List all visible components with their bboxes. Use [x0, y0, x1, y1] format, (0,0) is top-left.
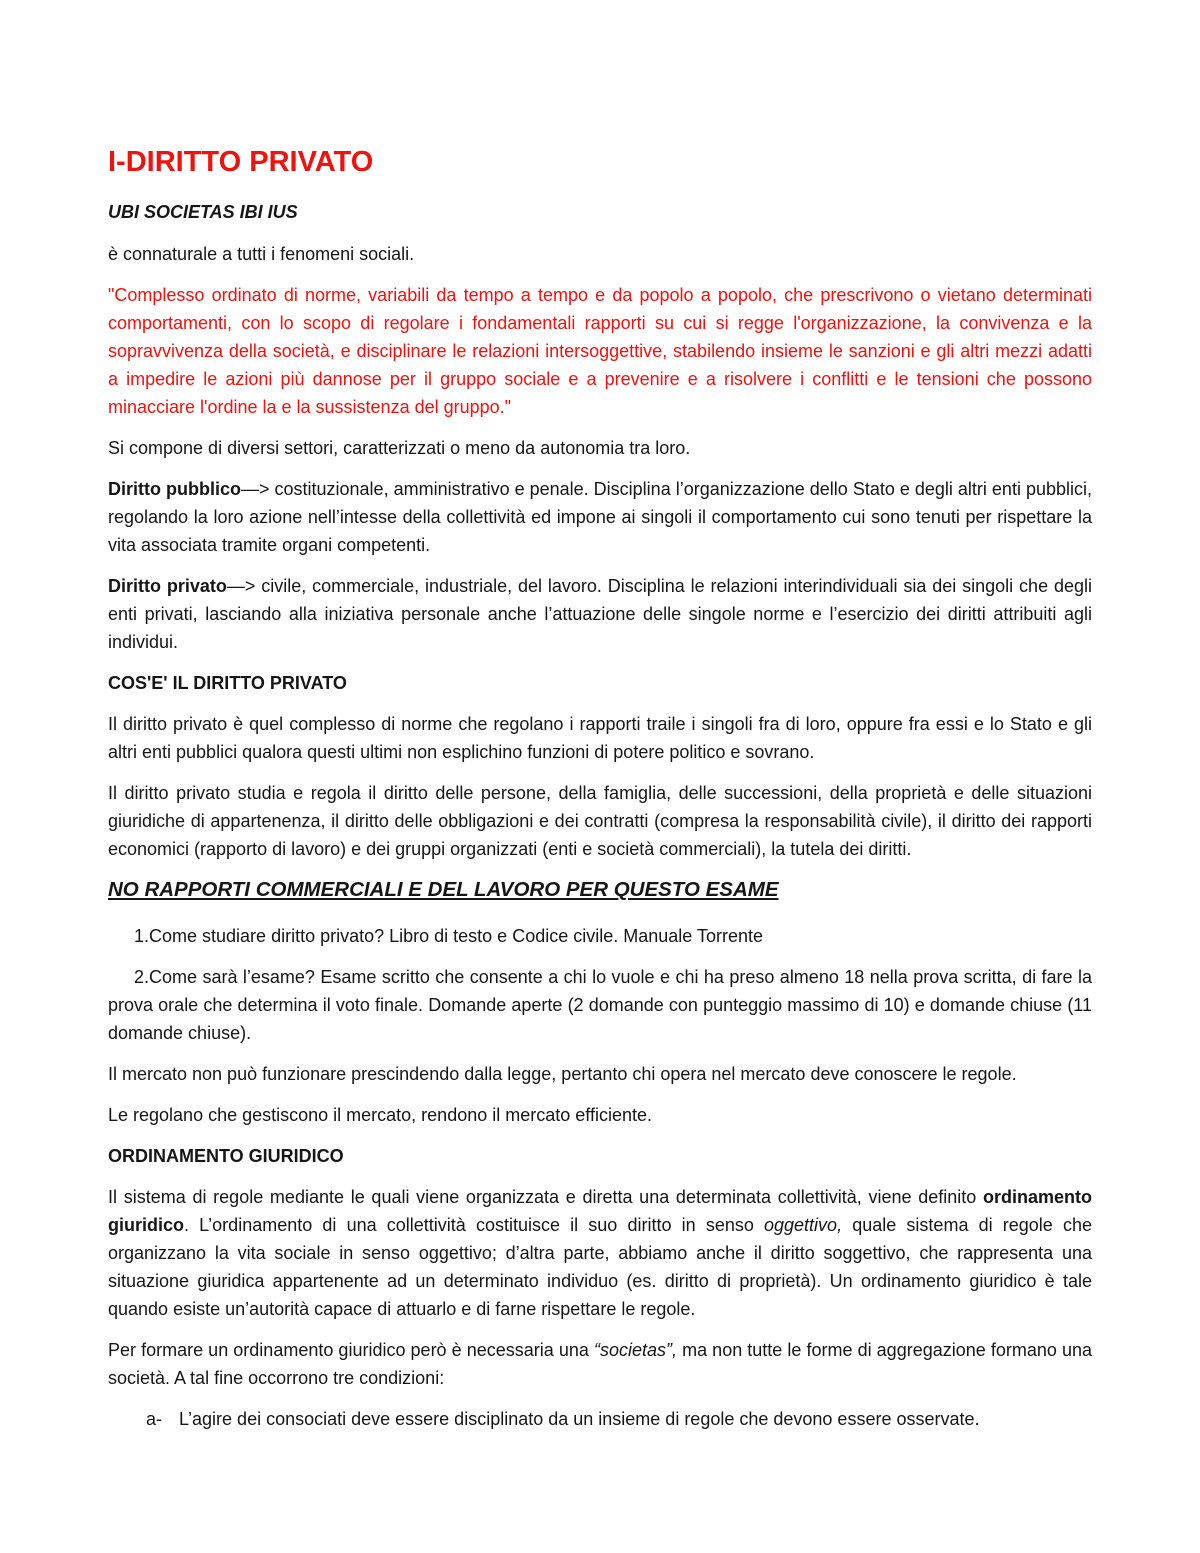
societas-part1: Per formare un ordinamento giuridico però è necessaria una — [108, 1340, 594, 1360]
heading-no-rapporti: NO RAPPORTI COMMERCIALI E DEL LAVORO PER QUESTO ESAME — [108, 878, 779, 901]
ordinamento-italic: oggettivo, — [764, 1215, 843, 1235]
settori-line: Si compone di diversi settori, caratterizzati o meno da autonomia tra loro. — [108, 438, 691, 458]
ordinamento-part3: quale sistema di regole che organizzano la vita sociale in senso oggettivo; d’altra parte, abbiamo anche il diritto soggettivo, che rappresenta una situazione giuridica appartenente ad un determinato individuo (es. diritto di proprietà). Un ordinamento giuridico è tale quando esiste un’autorità capace di attuarlo e di farne rispettare le regole. — [108, 1215, 1092, 1319]
ordinamento-paragraph — [108, 1183, 1092, 1323]
numbered-item-1: 1.Come studiare diritto privato? Libro di testo e Codice civile. Manuale Torrente — [134, 926, 763, 946]
societas-italic: “societas”, — [593, 1340, 678, 1360]
item-a-marker: a- — [146, 1409, 163, 1429]
societas-part2: ma non tutte le forme di aggregazione formano una società. A tal fine occorrono tre condizioni: — [108, 1340, 1092, 1388]
definition-quote-paragraph: "Complesso ordinato di norme, variabili da tempo a tempo e da popolo a popolo, che prescrivono o vietano determinati comportamenti, con lo scopo di regolare i fondamentali rapporti su cui si regge l'organizzazione, la convivenza e la sopravvivenza della società, e disciplinare le relazioni intersoggettive, stabilendo insieme le sanzioni e gli altri mezzi adatti a impedire le azioni più dannose per il gruppo sociale e a prevenire e a risolvere i conflitti e le tensioni che possono minacciare l'ordine la e la sussistenza del gruppo." — [108, 285, 1092, 417]
ordinamento-part1: Il sistema di regole mediante le quali viene organizzata e diretta una determinata collettività, viene definito — [108, 1187, 983, 1207]
regole-paragraph: Le regolano che gestiscono il mercato, rendono il mercato efficiente. — [108, 1105, 652, 1125]
societas-paragraph — [108, 1336, 1092, 1392]
lettered-item-a — [108, 1405, 1092, 1433]
diritto-privato-paragraph — [108, 572, 1092, 656]
numbered-item-2: 2.Come sarà l’esame? Esame scritto che consente a chi lo vuole e chi ha preso almeno 18 nella prova scritta, di fare la prova orale che determina il voto finale. Domande aperte (2 domande con punteggio massimo di 10) e domande chiuse (11 domande chiuse). — [108, 967, 1092, 1043]
intro-line: è connaturale a tutti i fenomeni sociali. — [108, 244, 415, 264]
page-title: I-DIRITTO PRIVATO — [108, 146, 374, 178]
diritto-privato-lead: Diritto privato — [108, 576, 227, 596]
ordinamento-part2: . L’ordinamento di una collettività costituisce il suo diritto in senso — [184, 1215, 765, 1235]
cose-paragraph-2: Il diritto privato studia e regola il diritto delle persone, della famiglia, delle successioni, della proprietà e delle situazioni giuridiche di appartenenza, il diritto delle obbligazioni e dei contratti (compresa la responsabilità civile), il diritto dei rapporti economici (rapporto di lavoro) e dei gruppi organizzati (enti e società commerciali), la tutela dei diritti. — [108, 783, 1092, 859]
heading-ordinamento-giuridico: ORDINAMENTO GIURIDICO — [108, 1146, 344, 1166]
diritto-pubblico-paragraph — [108, 475, 1092, 559]
diritto-privato-body: —> civile, commerciale, industriale, del lavoro. Disciplina le relazioni interindividuali sia dei singoli che degli enti privati, lasciando alla iniziativa personale anche l’attuazione delle singole norme e l’esercizio dei diritti attribuiti agli individui. — [108, 576, 1092, 652]
mercato-paragraph: Il mercato non può funzionare prescindendo dalla legge, pertanto chi opera nel mercato deve conoscere le regole. — [108, 1064, 1017, 1084]
item-a-text: L’agire dei consociati deve essere disciplinato da un insieme di regole che devono essere osservate. — [179, 1409, 980, 1429]
latin-subtitle: UBI SOCIETAS IBI IUS — [108, 202, 298, 222]
diritto-pubblico-body: —> costituzionale, amministrativo e penale. Disciplina l’organizzazione dello Stato e degli altri enti pubblici, regolando la loro azione nell’intesse della collettività ed impone ai singoli il comportamento cui sono tenuti per rispettare la vita associata tramite organi competenti. — [108, 479, 1092, 555]
cose-paragraph-1: Il diritto privato è quel complesso di norme che regolano i rapporti traile i singoli fra di loro, oppure fra essi e lo Stato e gli altri enti pubblici qualora questi ultimi non esplichino funzioni di potere politico e sovrano. — [108, 714, 1092, 762]
diritto-pubblico-lead: Diritto pubblico — [108, 479, 241, 499]
heading-cose-il-diritto-privato: COS'E' IL DIRITTO PRIVATO — [108, 673, 347, 693]
ordinamento-bold: ordinamento giuridico — [108, 1187, 1092, 1235]
